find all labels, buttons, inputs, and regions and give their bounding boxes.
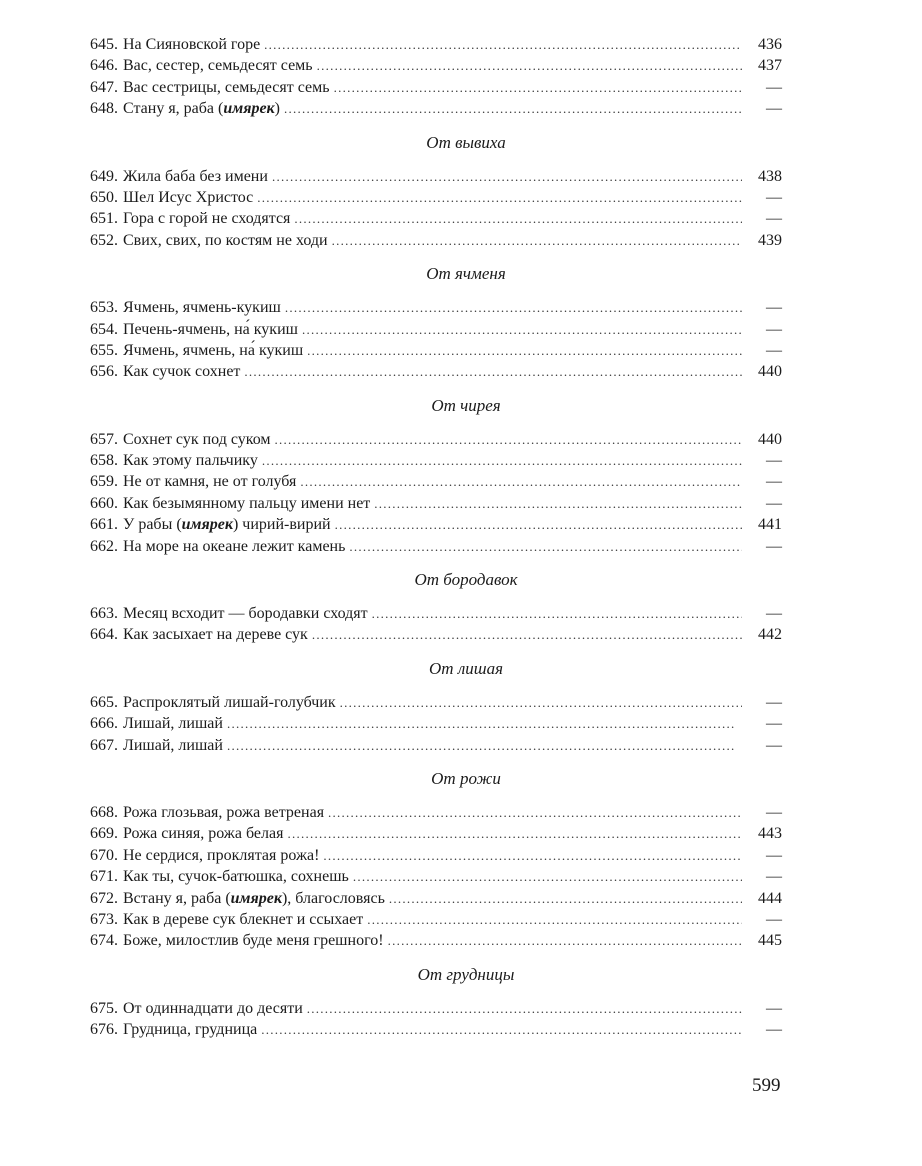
toc-entry <box>90 866 782 887</box>
dot-leader <box>388 930 742 951</box>
entry-number: 661. <box>90 516 118 534</box>
dot-leader <box>302 319 742 340</box>
toc-entry <box>90 187 782 208</box>
entry-number: 658. <box>90 452 118 470</box>
entry-title: Как засыхает на дереве сук <box>123 626 308 644</box>
toc-entry <box>90 713 782 734</box>
entry-number: 652. <box>90 231 118 249</box>
toc-entry <box>90 98 782 119</box>
entry-page: — <box>766 693 782 711</box>
section-heading: От рожи <box>431 768 501 788</box>
entry-title: Рожа синяя, рожа белая <box>123 825 284 843</box>
dot-leader <box>261 1019 742 1040</box>
entry-page: — <box>766 320 782 338</box>
entry-page: — <box>766 341 782 359</box>
entry-title: На Сияновской горе <box>123 36 261 53</box>
dot-leader <box>227 735 742 756</box>
section-heading: От лишая <box>429 658 503 678</box>
entry-number: 662. <box>90 537 118 555</box>
entry-title: Шел Исус Христос <box>123 188 254 206</box>
dot-leader <box>300 471 742 492</box>
entry-title: Рожа глозьвая, рожа ветреная <box>123 803 325 821</box>
toc-entry <box>90 823 782 844</box>
entry-number: 673. <box>90 910 118 928</box>
entry-page: — <box>766 605 782 623</box>
entry-page: 440 <box>758 430 782 448</box>
entry-number: 654. <box>90 320 118 338</box>
entry-title: Не сердися, проклятая рожа! <box>123 846 320 864</box>
dot-leader <box>335 514 742 535</box>
entry-title: Вас, сестер, семьдесят семь <box>123 57 313 75</box>
dot-leader <box>334 77 742 98</box>
entry-page: — <box>766 846 782 864</box>
toc-entry <box>90 735 782 756</box>
dot-leader <box>294 208 742 229</box>
toc-entry <box>90 77 782 98</box>
toc-entry <box>90 166 782 187</box>
dot-leader <box>340 692 742 713</box>
toc-entry <box>90 1019 782 1040</box>
entry-number: 666. <box>90 715 118 733</box>
entry-title: Печень-ячмень, на́ кукиш <box>123 320 298 338</box>
entry-page: — <box>766 999 782 1017</box>
entry-title: Как ты, сучок-батюшка, сохнешь <box>123 868 349 886</box>
entry-title: Грудница, грудница <box>123 1021 258 1039</box>
entry-number: 657. <box>90 430 118 448</box>
toc-entry <box>90 340 782 361</box>
entry-page: 441 <box>758 516 782 534</box>
entry-number: 672. <box>90 889 118 907</box>
entry-number: 664. <box>90 626 118 644</box>
entry-page: 445 <box>758 932 782 950</box>
toc-entry <box>90 802 782 823</box>
dot-leader <box>285 297 742 318</box>
dot-leader <box>275 429 742 450</box>
entry-page: — <box>766 1021 782 1039</box>
entry-page: — <box>766 188 782 206</box>
dot-leader <box>317 55 742 76</box>
entry-page: — <box>766 299 782 317</box>
table-of-contents <box>90 34 782 1041</box>
entry-number: 648. <box>90 100 118 118</box>
entry-title: Как безымянному пальцу имени нет <box>123 494 371 512</box>
dot-leader <box>332 230 742 251</box>
entry-page: 440 <box>758 363 782 381</box>
toc-entry <box>90 692 782 713</box>
entry-page: — <box>766 494 782 512</box>
entry-title: Сохнет сук под суком <box>123 430 271 448</box>
entry-page: 444 <box>758 889 782 907</box>
entry-page: — <box>766 210 782 228</box>
entry-number: 674. <box>90 932 118 950</box>
dot-leader <box>367 909 742 930</box>
dot-leader <box>284 98 742 119</box>
toc-entry <box>90 514 782 535</box>
dot-leader <box>287 823 742 844</box>
entry-number: 647. <box>90 78 118 96</box>
dot-leader <box>328 802 742 823</box>
entry-title: Как в дереве сук блекнет и ссыхает <box>123 910 364 928</box>
entry-title: Как этому пальчику <box>123 452 258 470</box>
entry-number: 670. <box>90 846 118 864</box>
toc-entry <box>90 450 782 471</box>
entry-title: Месяц всходит — бородавки сходят <box>123 605 368 623</box>
section-heading: От вывиха <box>426 132 506 152</box>
entry-title: Распроклятый лишай-голубчик <box>123 693 336 711</box>
entry-page: — <box>766 473 782 491</box>
dot-leader <box>244 361 742 382</box>
entry-number: 675. <box>90 999 118 1017</box>
entry-number: 669. <box>90 825 118 843</box>
dot-leader <box>323 845 742 866</box>
toc-entry <box>90 493 782 514</box>
entry-title: Боже, милостлив буде меня грешного! <box>123 932 384 950</box>
dot-leader <box>372 603 742 624</box>
dot-leader <box>374 493 742 514</box>
entry-page: — <box>766 910 782 928</box>
entry-number: 653. <box>90 299 118 317</box>
entry-title: Не от камня, не от голубя <box>123 473 297 491</box>
entry-page: 436 <box>758 36 782 53</box>
entry-title: Свих, свих, по костям не ходи <box>123 231 328 249</box>
dot-leader <box>349 536 742 557</box>
entry-title: От одиннадцати до десяти <box>123 999 303 1017</box>
entry-number: 655. <box>90 341 118 359</box>
toc-entry <box>90 930 782 951</box>
entry-number: 665. <box>90 693 118 711</box>
entry-page: 439 <box>758 231 782 249</box>
toc-entry <box>90 230 782 251</box>
entry-page: 437 <box>758 57 782 75</box>
entry-number: 660. <box>90 494 118 512</box>
dot-leader <box>257 187 742 208</box>
entry-number: 671. <box>90 868 118 886</box>
section-heading: От грудницы <box>417 964 515 984</box>
toc-entry <box>90 603 782 624</box>
entry-page: — <box>766 100 782 118</box>
entry-page: — <box>766 78 782 96</box>
entry-title: Ячмень, ячмень-кукиш <box>123 299 281 317</box>
entry-page: 443 <box>758 825 782 843</box>
toc-entry <box>90 471 782 492</box>
toc-entry <box>90 361 782 382</box>
dot-leader <box>307 340 742 361</box>
section-heading: От ячменя <box>426 264 506 284</box>
entry-page: — <box>766 715 782 733</box>
toc-entry <box>90 34 782 55</box>
entry-title: На море на океане лежит камень <box>123 537 346 555</box>
entry-page: 442 <box>758 626 782 644</box>
dot-leader <box>272 166 742 187</box>
entry-title: Жила баба без имени <box>123 167 268 185</box>
entry-number: 663. <box>90 605 118 623</box>
entry-number: 659. <box>90 473 118 491</box>
entry-title: Стану я, раба (имярек) <box>123 100 280 118</box>
entry-number: 649. <box>90 167 118 185</box>
entry-number: 651. <box>90 210 118 228</box>
dot-leader <box>353 866 742 887</box>
toc-entry <box>90 909 782 930</box>
toc-entry <box>90 624 782 645</box>
entry-number: 650. <box>90 188 118 206</box>
entry-page: — <box>766 803 782 821</box>
entry-title: Ячмень, ячмень, на́ кукиш <box>123 341 304 359</box>
entry-page: — <box>766 868 782 886</box>
entry-page: — <box>766 452 782 470</box>
entry-number: 645. <box>90 36 118 53</box>
entry-title: У рабы (имярек) чирий-вирий <box>123 516 331 534</box>
dot-leader <box>307 998 742 1019</box>
section-heading: От чирея <box>431 395 501 415</box>
entry-number: 676. <box>90 1021 118 1039</box>
entry-title: Лишай, лишай <box>123 715 223 733</box>
entry-number: 668. <box>90 803 118 821</box>
dot-leader <box>312 624 742 645</box>
entry-title: Лишай, лишай <box>123 736 223 754</box>
toc-entry <box>90 55 782 76</box>
entry-title: Встану я, раба (имярек), благословясь <box>123 889 385 907</box>
toc-entry <box>90 888 782 909</box>
toc-entry <box>90 845 782 866</box>
entry-number: 667. <box>90 736 118 754</box>
section-heading: От бородавок <box>414 570 518 590</box>
toc-entry <box>90 429 782 450</box>
toc-entry <box>90 536 782 557</box>
toc-entry <box>90 208 782 229</box>
toc-entry <box>90 998 782 1019</box>
entry-title: Гора с горой не сходятся <box>123 210 291 228</box>
dot-leader <box>262 450 742 471</box>
page-number: 599 <box>752 1075 781 1096</box>
entry-page: — <box>766 736 782 754</box>
entry-number: 646. <box>90 57 118 75</box>
toc-entry <box>90 297 782 318</box>
dot-leader <box>389 888 742 909</box>
toc-entry <box>90 319 782 340</box>
entry-title: Как сучок сохнет <box>123 363 241 381</box>
entry-title: Вас сестрицы, семьдесят семь <box>123 78 330 96</box>
entry-page: 438 <box>758 167 782 185</box>
dot-leader <box>227 713 742 734</box>
entry-number: 656. <box>90 363 118 381</box>
dot-leader <box>264 34 742 55</box>
entry-page: — <box>766 537 782 555</box>
